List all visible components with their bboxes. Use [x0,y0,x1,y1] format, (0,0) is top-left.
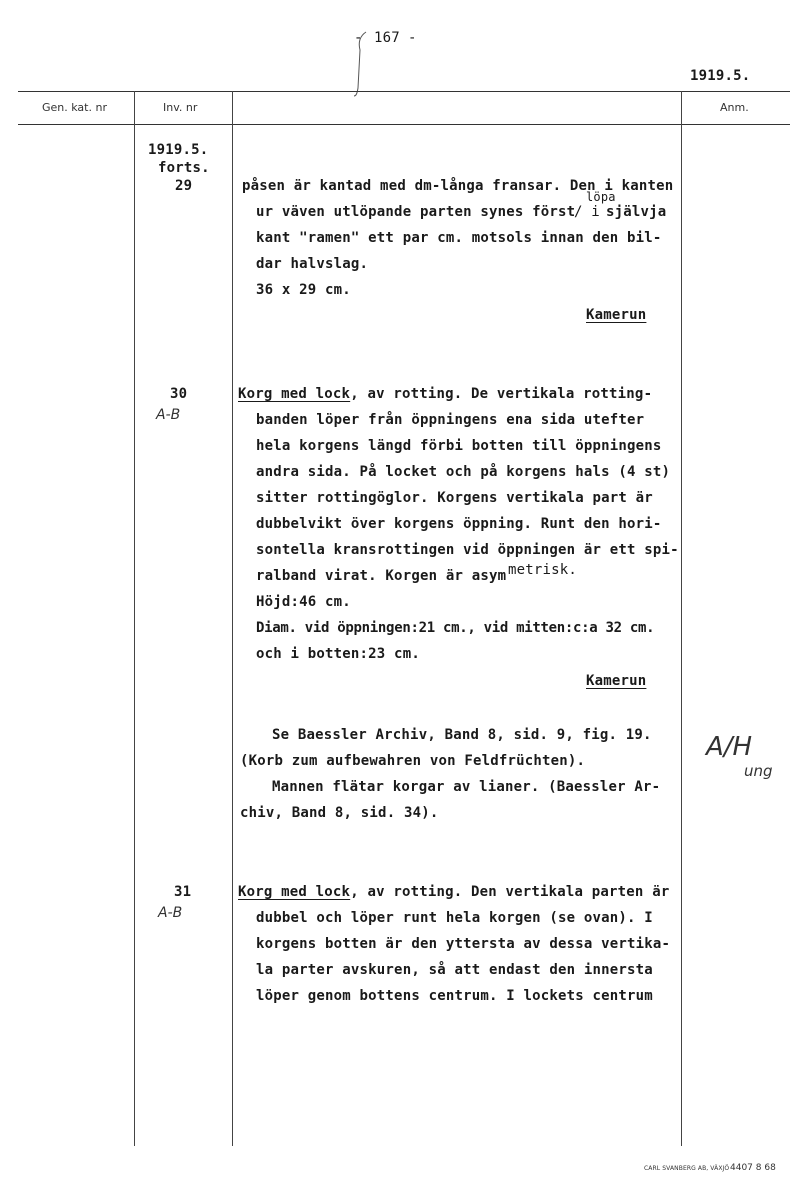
column-divider-2 [232,91,233,1146]
entry-31-first-rest: , av rotting. Den vertikala parten är [350,884,670,900]
entry-31-line-4: la parter avskuren, så att endast den innersta [256,962,653,978]
entry-30-origin: Kamerun [586,673,647,689]
form-code: 4407 8 68 [730,1163,776,1173]
entry-30-line-10: Diam. vid öppningen:21 cm., vid mitten:c:a 32 cm. [256,620,655,636]
entry-31-title: Korg med lock [238,884,351,900]
entry-30-line-2: banden löper från öppningens ena sida utefter [256,412,645,428]
entry-31-line-3: korgens botten är den yttersta av dessa vertika- [256,936,671,952]
inv-nr-31-sub: A-B [158,905,183,921]
entry-29-line-5: 36 x 29 cm. [256,282,351,298]
pen-stroke-mark [352,28,372,98]
entry-30-line-4: andra sida. På locket och på korgens hals (4 st) [256,464,671,480]
entry-31-line-5: löper genom bottens centrum. I lockets centrum [256,988,653,1004]
entry-30-line-11: och i botten:23 cm. [256,646,420,662]
entry-30-line-7: sontella kransrottingen vid öppningen är ett spi- [256,542,679,558]
column-header-gen-kat-nr: Gen. kat. nr [42,101,107,114]
date-reference: 1919.5. [690,68,751,84]
entry-30-note-2: (Korb zum aufbewahren von Feldfrüchten). [240,753,586,769]
column-divider-1 [134,91,135,1146]
entry-29-origin: Kamerun [586,307,647,323]
page-number-dash-right: - [408,30,417,46]
printer-imprint: CARL SVANBERG AB, VÄXJÖ [644,1165,730,1172]
entry-30-note-1: Se Baessler Archiv, Band 8, sid. 9, fig. 19. [272,727,652,743]
column-header-inv-nr: Inv. nr [163,101,198,114]
entry-forts: forts. [158,160,210,176]
column-header-anm: Anm. [720,101,749,114]
entry-29-line-4: dar halvslag. [256,256,369,272]
entry-30-title-line [238,386,652,402]
entry-30-line-9: Höjd:46 cm. [256,594,351,610]
entry-30-line-8: ralband virat. Korgen är asym [256,568,507,584]
page-number: 167 [374,30,400,46]
inv-nr-30: 30 [170,386,188,402]
column-divider-3 [681,91,682,1146]
entry-31-title-line [238,884,669,900]
inv-nr-29: 29 [175,178,193,194]
entry-30-first-rest: , av rotting. De vertikala rotting- [350,386,653,402]
entry-30-note-3: Mannen flätar korgar av lianer. (Baessler Ar- [272,779,661,795]
entry-29-insert-note: löpa [586,190,616,204]
entry-29-line-1: påsen är kantad med dm-långa fransar. Den i kanten [242,178,674,194]
margin-note-ah: A/H [706,732,753,762]
entry-29-line-3: kant "ramen" ett par cm. motsols innan den bil- [256,230,662,246]
margin-note-ung: ung [744,762,773,780]
entry-year: 1919.5. [148,142,209,158]
entry-30-line-5: sitter rottingöglor. Korgens vertikala part är [256,490,653,506]
inv-nr-31: 31 [174,884,192,900]
inv-nr-30-sub: A-B [156,407,181,423]
entry-31-line-2: dubbel och löper runt hela korgen (se ovan). I [256,910,653,926]
entry-30-title: Korg med lock [238,386,351,402]
entry-30-note-4: chiv, Band 8, sid. 34). [240,805,439,821]
entry-29-line-2: ur väven utlöpande parten synes först [256,204,576,220]
entry-30-line-6: dubbelvikt över korgens öppning. Runt den hori- [256,516,662,532]
page-number-dash-left: - [354,30,363,46]
entry-30-asym-tail: metrisk. [508,562,578,578]
entry-29-insert-mark: / i [574,204,600,220]
entry-30-line-3: hela korgens längd förbi botten till öppningens [256,438,662,454]
entry-29-line-2-tail: självja [606,204,667,220]
